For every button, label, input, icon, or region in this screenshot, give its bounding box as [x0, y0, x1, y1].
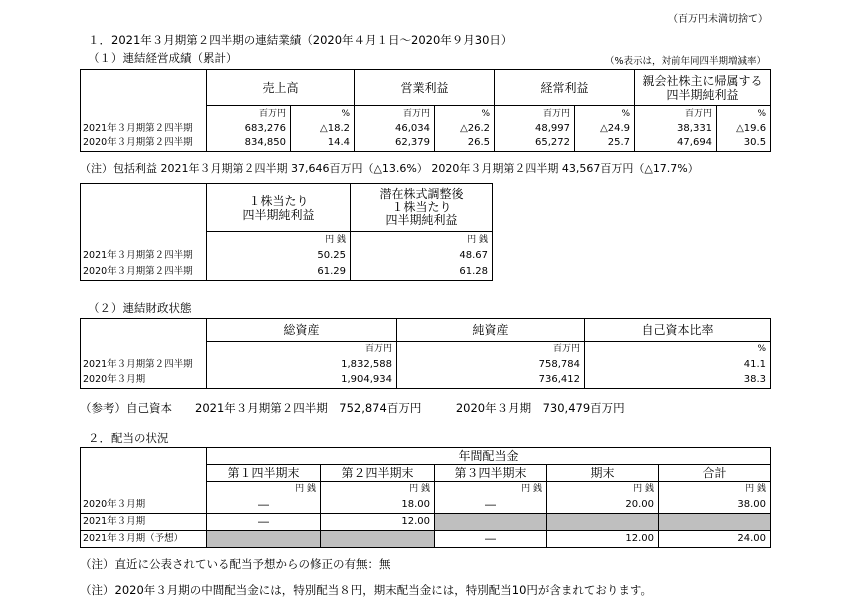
col-header-total-assets: 総資産: [207, 319, 397, 342]
value-cell: 20.00: [547, 497, 659, 514]
col-header-ordinary-income: 経常利益: [495, 70, 635, 106]
col-header-sales: 売上高: [207, 70, 355, 106]
unit-cell: 円 銭: [659, 482, 771, 497]
value-cell: 38,331: [635, 122, 717, 136]
percent-note: （%表示は，対前年同四半期増減率）: [604, 56, 766, 67]
value-cell: 26.5: [435, 136, 495, 152]
table-row: [81, 136, 771, 152]
row-label-header: [81, 70, 207, 106]
unit-cell: 円 銭: [207, 232, 351, 248]
unit-cell: 百万円: [207, 106, 291, 122]
table-row: [81, 514, 771, 531]
table-row: [81, 122, 771, 136]
shaded-cell: [435, 514, 547, 531]
col-header-q1: 第１四半期末: [207, 465, 321, 482]
table-row: [81, 248, 493, 264]
unit-cell: %: [717, 106, 771, 122]
value-cell: 25.7: [575, 136, 635, 152]
unit-cell: 円 銭: [351, 232, 493, 248]
value-cell: 758,784: [397, 357, 585, 373]
table-row: [81, 357, 771, 373]
value-cell: 48,997: [495, 122, 575, 136]
row-label: 2021年３月期: [81, 514, 207, 531]
value-cell: 12.00: [547, 531, 659, 548]
col-group-header-annual-dividends: 年間配当金: [207, 448, 771, 465]
col-header-year-end: 期末: [547, 465, 659, 482]
value-cell: 61.28: [351, 264, 493, 281]
row-label: 2020年３月期: [81, 373, 207, 389]
unit-cell: %: [291, 106, 355, 122]
unit-cell: 百万円: [397, 342, 585, 357]
col-header-net-income: 親会社株主に帰属する 四半期純利益: [635, 70, 771, 106]
value-cell: 47,694: [635, 136, 717, 152]
unit-cell: %: [435, 106, 495, 122]
col-header-eps: １株当たり 四半期純利益: [207, 184, 351, 232]
row-label: 2020年３月期第２四半期: [81, 264, 207, 281]
section1-title: １．2021年３月期第２四半期の連結業績（2020年４月１日～2020年９月30日）: [88, 33, 513, 47]
value-cell: 18.00: [321, 497, 435, 514]
section2-title: ２．配当の状況: [88, 431, 169, 445]
eps-table: [80, 183, 493, 281]
value-cell: △24.9: [575, 122, 635, 136]
row-label: 2020年３月期: [81, 497, 207, 514]
value-cell: 12.00: [321, 514, 435, 531]
value-cell: 61.29: [207, 264, 351, 281]
value-cell: 38.3: [585, 373, 771, 389]
col-header-net-assets: 純資産: [397, 319, 585, 342]
value-cell: 65,272: [495, 136, 575, 152]
unit-cell: 円 銭: [547, 482, 659, 497]
value-cell: 736,412: [397, 373, 585, 389]
section1-1-title: （１）連結経営成績（累計）: [88, 51, 238, 65]
special-dividend-note: （注）2020年３月期の中間配当金には，特別配当８円，期末配当金には，特別配当10円が含まれております。: [80, 583, 652, 597]
dividends-table: [80, 447, 771, 548]
table-row: [81, 264, 493, 281]
unit-cell: %: [575, 106, 635, 122]
col-header-q2: 第２四半期末: [321, 465, 435, 482]
unit-cell: 円 銭: [435, 482, 547, 497]
value-cell: 41.1: [585, 357, 771, 373]
value-cell: 683,276: [207, 122, 291, 136]
row-label: 2020年３月期第２四半期: [81, 136, 207, 152]
value-cell: 48.67: [351, 248, 493, 264]
value-cell: 46,034: [355, 122, 435, 136]
shaded-cell: [547, 514, 659, 531]
value-cell: 1,904,934: [207, 373, 397, 389]
section1-2-title: （２）連結財政状態: [88, 301, 192, 315]
shaded-cell: [207, 531, 321, 548]
value-cell: △18.2: [291, 122, 355, 136]
table-row: [81, 531, 771, 548]
value-cell: ―: [435, 531, 547, 548]
row-label: 2021年３月期第２四半期: [81, 122, 207, 136]
unit-cell: %: [585, 342, 771, 357]
financial-position-table: [80, 318, 771, 389]
value-cell: ―: [207, 514, 321, 531]
value-cell: ―: [435, 497, 547, 514]
unit-cell: 百万円: [207, 342, 397, 357]
row-label: 2021年３月期（予想）: [81, 531, 207, 548]
shaded-cell: [659, 514, 771, 531]
col-header-total: 合計: [659, 465, 771, 482]
col-header-q3: 第３四半期末: [435, 465, 547, 482]
col-header-equity-ratio: 自己資本比率: [585, 319, 771, 342]
comprehensive-income-note: （注）包括利益 2021年３月期第２四半期 37,646百万円（△13.6%） 2020年３月期第２四半期 43,567百万円（△17.7%）: [80, 162, 699, 175]
value-cell: 38.00: [659, 497, 771, 514]
value-cell: △26.2: [435, 122, 495, 136]
value-cell: 24.00: [659, 531, 771, 548]
value-cell: 14.4: [291, 136, 355, 152]
unit-cell: 円 銭: [207, 482, 321, 497]
value-cell: △19.6: [717, 122, 771, 136]
value-cell: ―: [207, 497, 321, 514]
unit-cell: 百万円: [355, 106, 435, 122]
header-note: （百万円未満切捨て）: [668, 14, 768, 25]
col-header-operating-income: 営業利益: [355, 70, 495, 106]
col-header-diluted-eps: 潜在株式調整後 １株当たり 四半期純利益: [351, 184, 493, 232]
unit-cell: 百万円: [495, 106, 575, 122]
equity-reference-note: （参考）自己資本 2021年３月期第２四半期 752,874百万円 2020年３月期 730,479百万円: [80, 401, 625, 415]
dividend-revision-note: （注）直近に公表されている配当予想からの修正の有無：無: [80, 557, 391, 571]
table-row: [81, 497, 771, 514]
value-cell: 834,850: [207, 136, 291, 152]
row-label: 2021年３月期第２四半期: [81, 248, 207, 264]
value-cell: 62,379: [355, 136, 435, 152]
table-row: [81, 373, 771, 389]
shaded-cell: [321, 531, 435, 548]
value-cell: 30.5: [717, 136, 771, 152]
unit-cell: 円 銭: [321, 482, 435, 497]
operating-results-table: [80, 69, 771, 152]
value-cell: 50.25: [207, 248, 351, 264]
unit-cell: 百万円: [635, 106, 717, 122]
row-label: 2021年３月期第２四半期: [81, 357, 207, 373]
value-cell: 1,832,588: [207, 357, 397, 373]
